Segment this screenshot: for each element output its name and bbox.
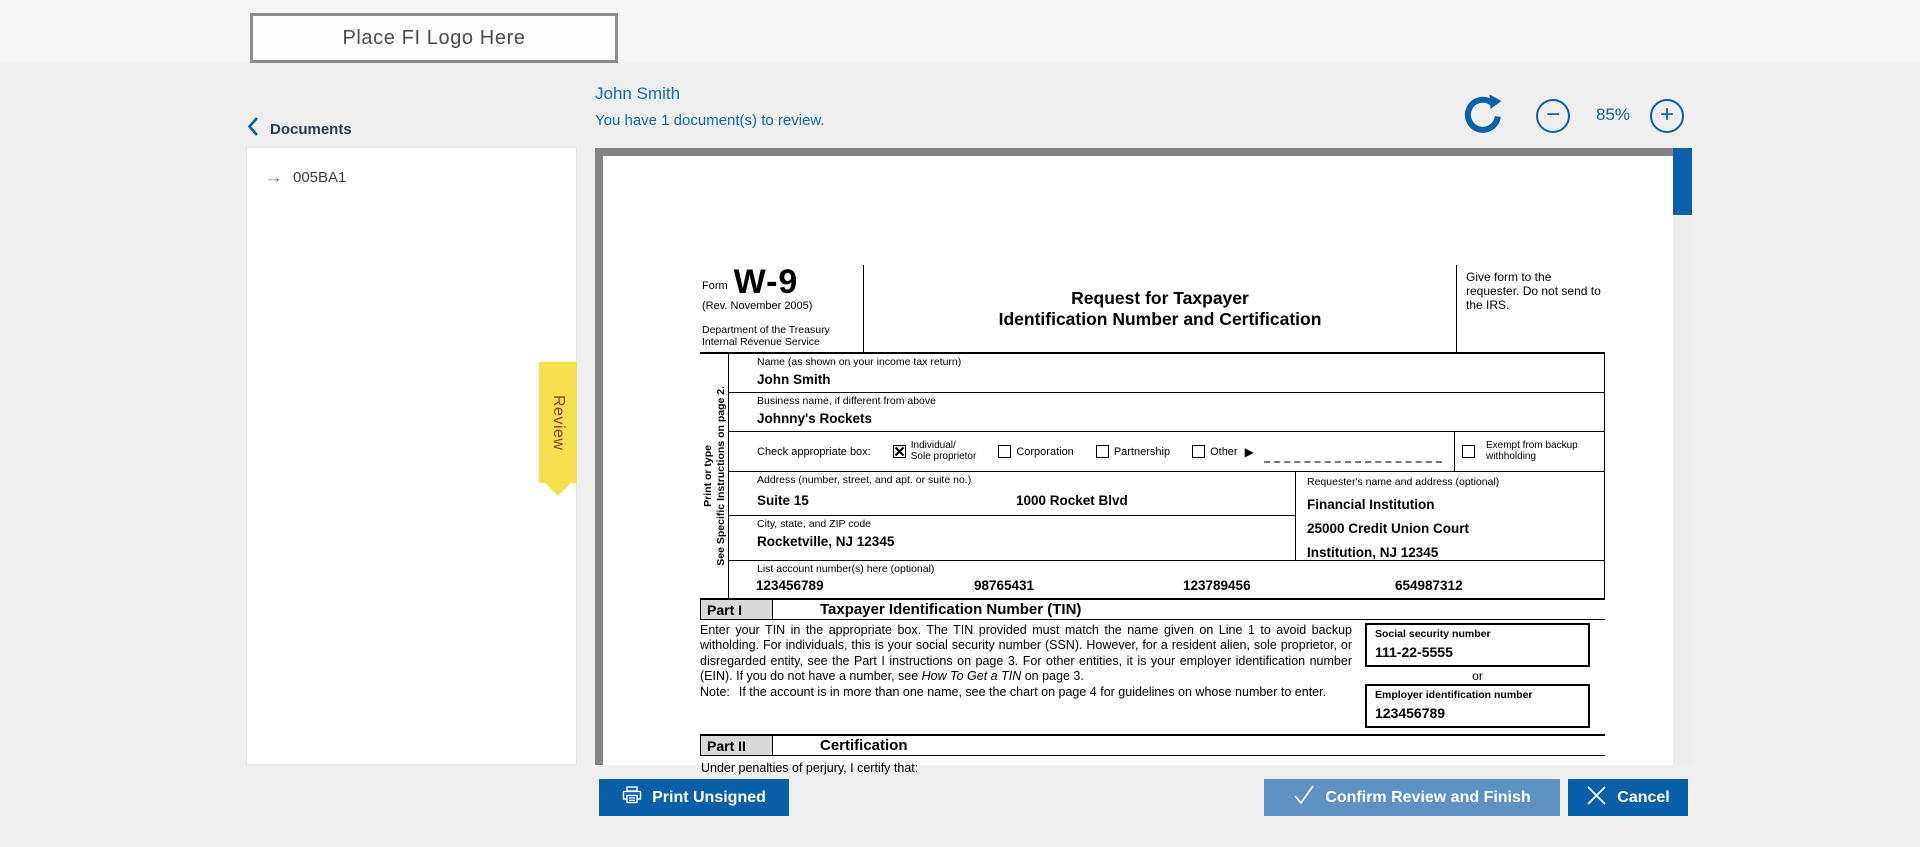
current-document-arrow-icon: → bbox=[264, 167, 283, 188]
requester-box bbox=[1295, 472, 1604, 560]
exempt-cell bbox=[1454, 432, 1604, 471]
business-name-row bbox=[729, 393, 1604, 432]
refresh-button[interactable] bbox=[1462, 93, 1504, 135]
review-message: You have 1 document(s) to review. bbox=[595, 112, 825, 129]
print-unsigned-button[interactable] bbox=[599, 779, 789, 816]
fi-logo-placeholder bbox=[250, 13, 618, 63]
viewer-scrollbar-thumb[interactable] bbox=[1673, 148, 1692, 215]
part2-title: Certification bbox=[820, 737, 908, 754]
city-value: Rocketville, NJ 12345 bbox=[757, 534, 895, 549]
check-label: Check appropriate box: bbox=[757, 445, 871, 458]
part1-text-italic: How To Get a TIN bbox=[921, 669, 1022, 684]
form-number: W-9 bbox=[733, 263, 799, 301]
exempt-line2: withholding bbox=[1486, 450, 1537, 462]
confirm-review-label: Confirm Review and Finish bbox=[1325, 788, 1531, 806]
requester-line-1: Financial Institution bbox=[1307, 497, 1435, 512]
part1-body bbox=[700, 620, 1605, 734]
address-label: Address (number, street, and apt. or suite no.) bbox=[757, 474, 972, 486]
print-unsigned-label: Print Unsigned bbox=[652, 788, 766, 806]
ein-label: Employer identification number bbox=[1375, 689, 1533, 701]
w9-body bbox=[700, 354, 1605, 598]
part2-label: Part II bbox=[700, 736, 773, 755]
address-requester-group bbox=[729, 472, 1604, 561]
form-word: Form bbox=[702, 280, 728, 292]
address-row bbox=[729, 472, 1295, 516]
address-value-2: 1000 Rocket Blvd bbox=[1016, 493, 1128, 508]
viewer-border-top bbox=[595, 148, 1673, 156]
part1-bar bbox=[700, 598, 1605, 620]
cancel-button[interactable] bbox=[1568, 779, 1688, 816]
check-icon bbox=[1293, 785, 1315, 810]
w9-title bbox=[863, 265, 1457, 352]
account-number-2: 98765431 bbox=[974, 578, 1035, 593]
user-name: John Smith bbox=[595, 84, 681, 103]
requester-line-2: 25000 Credit Union Court bbox=[1307, 521, 1470, 536]
chevron-left-icon bbox=[247, 116, 259, 142]
option-other: Other bbox=[1210, 445, 1238, 458]
w9-header bbox=[700, 265, 1605, 354]
other-dashed-line bbox=[1264, 449, 1442, 463]
name-row bbox=[729, 354, 1604, 393]
ssn-box bbox=[1365, 623, 1590, 667]
note-label: Note: bbox=[700, 684, 730, 699]
option-partnership: Partnership bbox=[1113, 445, 1171, 458]
option-corporation: Corporation bbox=[1016, 445, 1074, 458]
documents-back[interactable] bbox=[247, 116, 352, 142]
ssn-value: 111-22-5555 bbox=[1375, 644, 1453, 660]
zoom-level: 85% bbox=[1596, 105, 1631, 124]
or-label: or bbox=[1472, 669, 1483, 683]
account-number-4: 654987312 bbox=[1395, 578, 1463, 593]
business-value: Johnny's Rockets bbox=[757, 411, 872, 426]
w9-form bbox=[700, 265, 1605, 775]
account-label: List account number(s) here (optional) bbox=[757, 563, 935, 575]
note-text: If the account is in more than one name, see the chart on page 4 for guidelines on whose number to enter. bbox=[738, 684, 1327, 699]
entity-type-row bbox=[729, 432, 1604, 472]
address-column bbox=[729, 472, 1295, 560]
zoom-in-button[interactable] bbox=[1650, 99, 1684, 133]
give-form-note: Give form to the requester. Do not send to the IRS. bbox=[1466, 270, 1601, 312]
requester-line-3: Institution, NJ 12345 bbox=[1307, 545, 1439, 560]
side-instruction-bold: Print or type bbox=[701, 445, 714, 507]
zoom-out-icon: − bbox=[1545, 101, 1560, 128]
part1-text-main: Enter your TIN in the appropriate box. The TIN provided must match the name given on Line 1 to avoid backup witholding. For individuals, this is your social security number (SSN). However, for a resident alien, sole proprietor, or disregarded entity, see the Part I instructions on page 3. For other entities, it is your employer identification number (EIN). If you do not have a number, see bbox=[700, 623, 1352, 684]
x-icon bbox=[1586, 785, 1607, 811]
business-label: Business name, if different from above bbox=[757, 395, 936, 407]
ssn-label: Social security number bbox=[1375, 628, 1491, 640]
document-name: 005BA1 bbox=[293, 169, 347, 186]
document-list-item[interactable] bbox=[264, 168, 576, 187]
review-flag[interactable] bbox=[539, 362, 577, 483]
name-value: John Smith bbox=[757, 372, 831, 387]
cancel-label: Cancel bbox=[1617, 788, 1670, 806]
w9-fields-table bbox=[728, 354, 1605, 598]
city-label: City, state, and ZIP code bbox=[757, 518, 872, 530]
zoom-in-icon: + bbox=[1659, 101, 1674, 128]
department-line1: Department of the Treasury bbox=[702, 324, 830, 336]
name-label: Name (as shown on your income tax return) bbox=[757, 356, 962, 368]
checkbox-partnership bbox=[1096, 445, 1109, 458]
fi-logo-placeholder-text: Place FI Logo Here bbox=[342, 26, 526, 49]
printer-icon bbox=[622, 786, 642, 809]
top-bar bbox=[0, 0, 1920, 62]
zoom-out-button[interactable] bbox=[1536, 99, 1570, 133]
option-individual-line1: Individual/ bbox=[910, 440, 956, 451]
w9-header-left bbox=[700, 265, 863, 352]
address-value-1: Suite 15 bbox=[757, 493, 809, 508]
account-numbers-row bbox=[729, 561, 1604, 598]
department-line2: Internal Revenue Service bbox=[702, 336, 820, 348]
part1-title: Taxpayer Identification Number (TIN) bbox=[820, 601, 1082, 618]
option-individual-line2: Sole proprietor bbox=[910, 450, 977, 462]
account-number-1: 123456789 bbox=[756, 578, 824, 593]
requester-label: Requester's name and address (optional) bbox=[1307, 476, 1500, 488]
exempt-line1: Exempt from backup bbox=[1486, 440, 1578, 451]
city-row bbox=[729, 516, 1295, 557]
side-instruction: See Specific Instructions on page 2. bbox=[714, 386, 727, 566]
checkbox-corporation bbox=[998, 445, 1011, 458]
review-flag-label: Review bbox=[550, 394, 567, 451]
confirm-review-button[interactable] bbox=[1264, 779, 1560, 816]
part2-bar bbox=[700, 734, 1605, 756]
form-revision: (Rev. November 2005) bbox=[702, 300, 813, 312]
review-flag-notch-icon bbox=[545, 483, 571, 496]
part1-instructions bbox=[700, 623, 1352, 685]
other-arrow-icon: ▶ bbox=[1244, 444, 1254, 459]
account-number-3: 123789456 bbox=[1183, 578, 1251, 593]
documents-title: Documents bbox=[270, 120, 352, 138]
viewer-scrollbar[interactable] bbox=[1673, 148, 1692, 765]
viewer-border-left bbox=[595, 148, 603, 765]
part1-note bbox=[700, 685, 1352, 700]
tin-boxes bbox=[1352, 623, 1605, 728]
ein-value: 123456789 bbox=[1375, 705, 1446, 721]
part1-text-end: on page 3. bbox=[1021, 669, 1084, 684]
ein-box bbox=[1365, 684, 1590, 728]
checkbox-other bbox=[1192, 445, 1205, 458]
w9-title-line1: Request for Taxpayer bbox=[1071, 287, 1249, 308]
checkbox-individual-checked bbox=[893, 445, 906, 458]
w9-form-page bbox=[603, 156, 1673, 775]
checkbox-x-icon bbox=[894, 446, 905, 457]
documents-panel bbox=[246, 147, 577, 765]
refresh-icon bbox=[1462, 122, 1504, 139]
certify-text: Under penalties of perjury, I certify that: bbox=[701, 761, 919, 775]
document-viewer bbox=[595, 148, 1692, 775]
checkbox-exempt bbox=[1462, 445, 1475, 458]
side-instructions bbox=[700, 354, 728, 598]
part1-label: Part I bbox=[700, 600, 773, 619]
w9-title-line2: Identification Number and Certification bbox=[998, 308, 1322, 329]
